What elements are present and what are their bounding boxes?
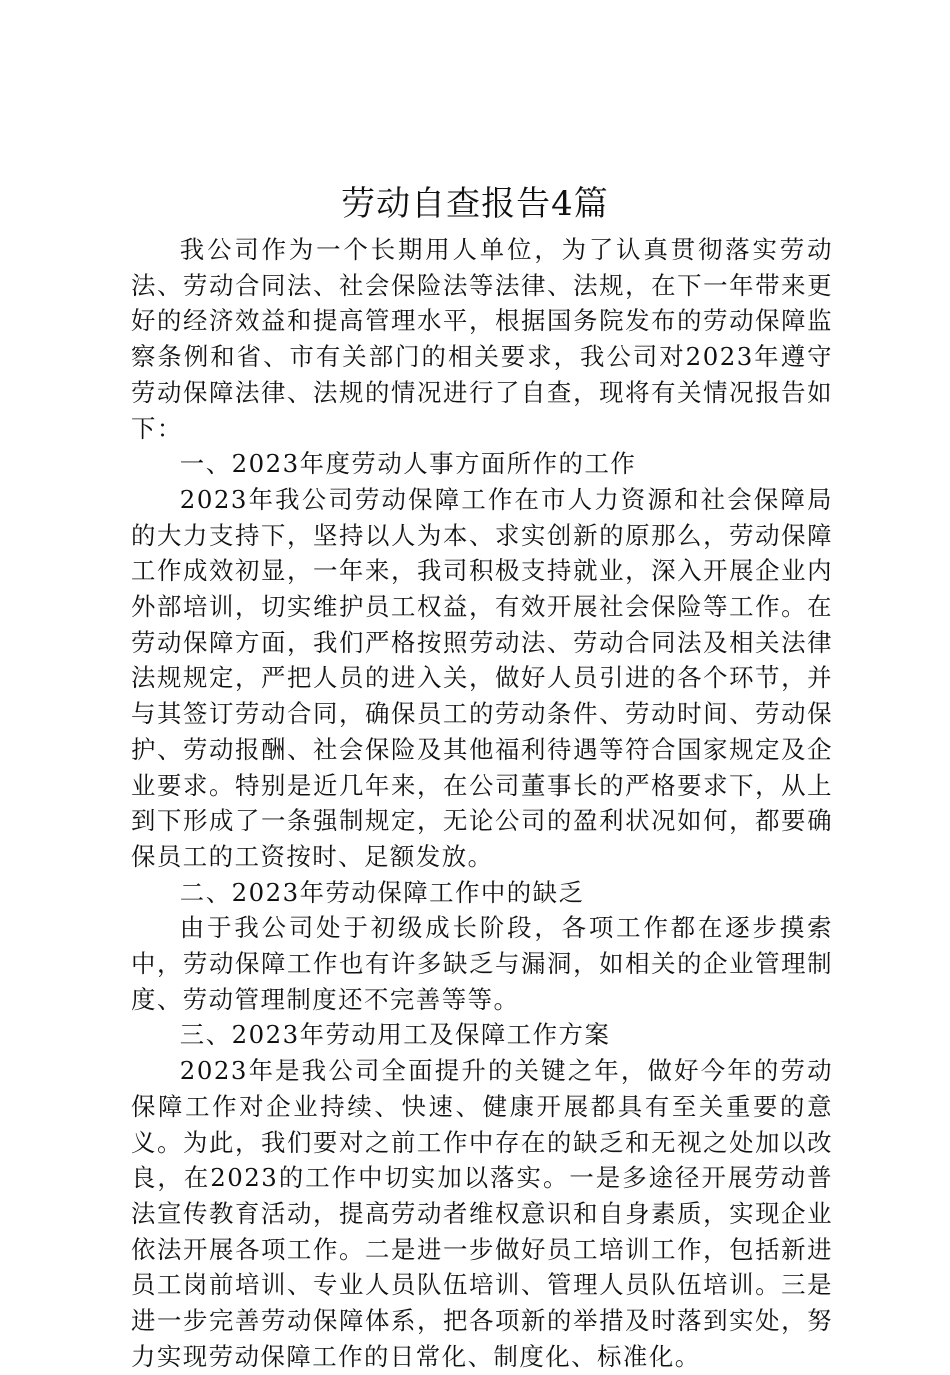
- intro-paragraph: 我公司作为一个长期用人单位，为了认真贯彻落实劳动法、劳动合同法、社会保险法等法律、法规，在下一年带来更好的经济效益和提高管理水平，根据国务院发布的劳动保障监察条例和省、市有关部门的相关要求，我公司对2023年遵守劳动保障法律、法规的情况进行了自查，现将有关情况报告如下：: [131, 235, 833, 443]
- document-body: [131, 232, 833, 1375]
- section-heading-2: 二、2023年劳动保障工作中的缺乏: [179, 877, 585, 907]
- document-title: 劳动自查报告4篇: [341, 184, 609, 224]
- section-2-paragraph: 由于我公司处于初级成长阶段，各项工作都在逐步摸索中，劳动保障工作也有许多缺乏与漏洞，如相关的企业管理制度、劳动管理制度还不完善等等。: [131, 913, 833, 1014]
- section-1-paragraph: 2023年我公司劳动保障工作在市人力资源和社会保障局的大力支持下，坚持以人为本、求实创新的原那么，劳动保障工作成效初显，一年来，我司积极支持就业，深入开展企业内外部培训，切实维护员工权益，有效开展社会保险等工作。在劳动保障方面，我们严格按照劳动法、劳动合同法及相关法律法规规定，严把人员的进入关，做好人员引进的各个环节，并与其签订劳动合同，确保员工的劳动条件、劳动时间、劳动保护、劳动报酬、社会保险及其他福利待遇等符合国家规定及企业要求。特别是近几年来，在公司董事长的严格要求下，从上到下形成了一条强制规定，无论公司的盈利状况如何，都要确保员工的工资按时、足额发放。: [131, 484, 833, 871]
- section-heading-3: 三、2023年劳动用工及保障工作方案: [179, 1020, 611, 1050]
- section-heading-1: 一、2023年度劳动人事方面所作的工作: [179, 449, 637, 479]
- section-3-paragraph: 2023年是我公司全面提升的关键之年，做好今年的劳动保障工作对企业持续、快速、健康开展都具有至关重要的意义。为此，我们要对之前工作中存在的缺乏和无视之处加以改良，在2023的工作中切实加以落实。一是多途径开展劳动普法宣传教育活动，提高劳动者维权意识和自身素质，实现企业依法开展各项工作。二是进一步做好员工培训工作，包括新进员工岗前培训、专业人员队伍培训、管理人员队伍培训。三是进一步完善劳动保障体系，把各项新的举措及时落到实处，努力实现劳动保障工作的日常化、制度化、标准化。: [131, 1056, 833, 1371]
